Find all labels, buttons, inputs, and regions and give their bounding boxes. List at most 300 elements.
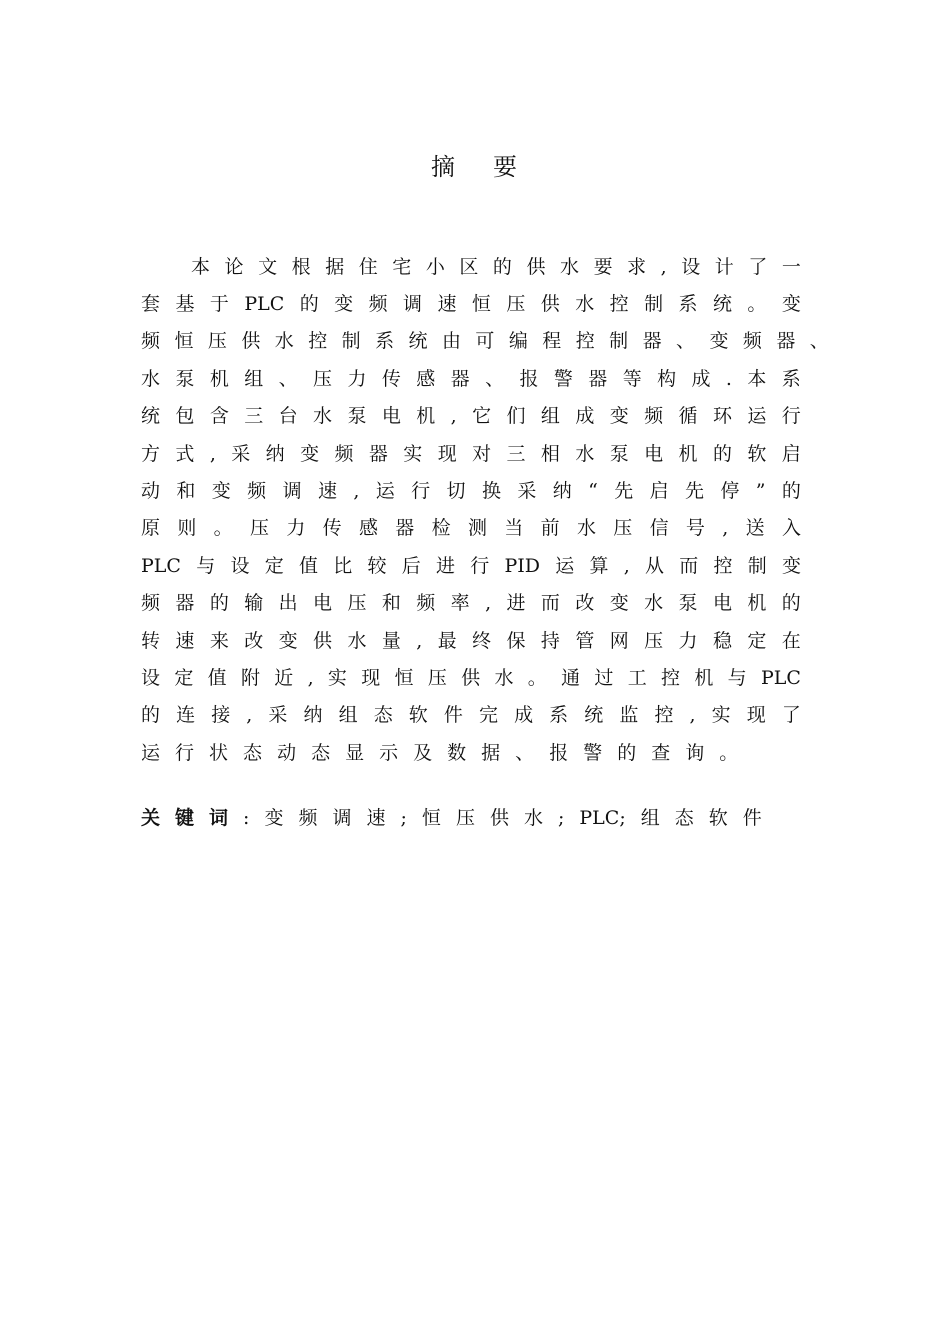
- text-glyph: 调: [282, 480, 302, 503]
- text-glyph: 频: [298, 807, 318, 829]
- text-glyph: 终: [472, 629, 492, 652]
- text-glyph: 统: [712, 293, 732, 316]
- text-glyph: 态: [243, 741, 263, 764]
- text-glyph: 水: [576, 517, 596, 540]
- abstract-body: [141, 248, 829, 771]
- text-glyph: 编: [508, 330, 528, 353]
- text-glyph: 泵: [609, 442, 629, 465]
- text-glyph: 控: [308, 330, 328, 353]
- text-glyph: 对: [472, 442, 492, 465]
- text-glyph: 而: [679, 554, 699, 577]
- text-glyph: 制: [747, 554, 767, 577]
- text-glyph: 先: [614, 480, 634, 503]
- text-glyph: 水: [347, 629, 367, 652]
- text-glyph: 统: [584, 704, 604, 727]
- text-glyph: 调: [403, 293, 423, 316]
- text-glyph: 统: [408, 330, 428, 353]
- text-glyph: 词: [209, 807, 229, 829]
- abstract-line: [141, 323, 829, 360]
- text-glyph: 切: [446, 480, 466, 503]
- text-glyph: 实: [403, 442, 423, 465]
- text-glyph: 频: [368, 293, 388, 316]
- text-glyph: 设: [141, 666, 161, 689]
- text-glyph: 的: [712, 442, 732, 465]
- text-glyph: .: [725, 367, 732, 390]
- text-glyph: 水: [575, 293, 595, 316]
- text-glyph: 压: [249, 517, 269, 540]
- text-glyph: 控: [713, 554, 733, 577]
- text-glyph: 三: [244, 405, 264, 428]
- text-glyph: 泵: [175, 367, 195, 390]
- text-glyph: 制: [341, 330, 361, 353]
- text-glyph: ,: [722, 517, 729, 540]
- text-glyph: 、: [676, 330, 696, 353]
- text-glyph: 当: [504, 517, 524, 540]
- text-glyph: ,: [246, 704, 253, 727]
- text-glyph: 要: [593, 255, 613, 278]
- text-glyph: 网: [609, 629, 629, 652]
- text-glyph: 机: [209, 367, 229, 390]
- text-glyph: 环: [712, 405, 732, 428]
- text-glyph: 近: [274, 666, 294, 689]
- text-glyph: ,: [485, 592, 492, 615]
- abstract-line: [141, 435, 801, 472]
- text-glyph: 根: [291, 255, 311, 278]
- text-glyph: 变: [264, 807, 284, 829]
- abstract-line: [141, 510, 801, 547]
- text-glyph: 成: [514, 704, 534, 727]
- keywords-label: [141, 805, 228, 831]
- text-glyph: 的: [781, 480, 801, 503]
- text-glyph: 调: [332, 807, 352, 829]
- text-glyph: 软: [408, 704, 428, 727]
- text-glyph: 与: [196, 554, 216, 577]
- text-glyph: 设: [230, 554, 250, 577]
- text-glyph: 宅: [392, 255, 412, 278]
- text-glyph: 供: [461, 666, 481, 689]
- title-char-2: 要: [493, 153, 519, 181]
- text-glyph: 供: [313, 629, 333, 652]
- text-glyph: 行: [781, 405, 801, 428]
- text-glyph: 值: [207, 666, 227, 689]
- text-glyph: 压: [644, 629, 664, 652]
- text-glyph: ,: [353, 480, 360, 503]
- text-glyph: 进: [506, 592, 526, 615]
- text-glyph: 系: [678, 293, 698, 316]
- text-glyph: 感: [416, 367, 436, 390]
- text-glyph: 查: [651, 741, 671, 764]
- text-glyph: 制: [609, 330, 629, 353]
- text-glyph: 运: [375, 480, 395, 503]
- text-glyph: 则: [177, 517, 197, 540]
- text-glyph: 变: [300, 442, 320, 465]
- text-glyph: 组: [338, 704, 358, 727]
- text-glyph: 水: [523, 807, 543, 829]
- text-glyph: 原: [141, 517, 161, 540]
- text-glyph: 了: [748, 255, 768, 278]
- text-glyph: 供: [540, 293, 560, 316]
- text-glyph: 机: [678, 442, 698, 465]
- text-glyph: 压: [427, 666, 447, 689]
- text-glyph: 监: [619, 704, 639, 727]
- text-glyph: 于: [209, 293, 229, 316]
- text-glyph: 、: [515, 741, 535, 764]
- text-glyph: 转: [141, 629, 161, 652]
- text-glyph: 现: [746, 704, 766, 727]
- text-glyph: 力: [347, 367, 367, 390]
- text-glyph: 控: [575, 330, 595, 353]
- text-glyph: 水: [141, 367, 161, 390]
- text-glyph: 系: [549, 704, 569, 727]
- text-glyph: 。: [527, 666, 547, 689]
- text-glyph: 们: [506, 405, 526, 428]
- text-glyph: 比: [333, 554, 353, 577]
- text-glyph: 保: [506, 629, 526, 652]
- text-glyph: 器: [395, 517, 415, 540]
- text-glyph: 感: [358, 517, 378, 540]
- text-glyph: 持: [540, 629, 560, 652]
- text-glyph: 实: [711, 704, 731, 727]
- text-glyph: 运: [141, 741, 161, 764]
- text-glyph: 件: [443, 704, 463, 727]
- text-glyph: 报: [549, 741, 569, 764]
- abstract-line: [141, 248, 801, 285]
- text-glyph: 机: [416, 405, 436, 428]
- text-glyph: ;: [557, 807, 565, 829]
- text-glyph: 最: [437, 629, 457, 652]
- text-glyph: 成: [691, 367, 711, 390]
- text-glyph: ,: [623, 554, 630, 577]
- text-glyph: 纳: [303, 704, 323, 727]
- text-glyph: 组: [640, 807, 660, 829]
- text-glyph: 系: [375, 330, 395, 353]
- text-glyph: 台: [278, 405, 298, 428]
- text-glyph: 的: [141, 704, 161, 727]
- text-glyph: 停: [720, 480, 740, 503]
- text-glyph: 水: [274, 330, 294, 353]
- text-glyph: 小: [425, 255, 445, 278]
- text-glyph: 。: [747, 293, 767, 316]
- text-glyph: PLC: [141, 554, 181, 577]
- text-glyph: 改: [575, 592, 595, 615]
- text-glyph: 传: [381, 367, 401, 390]
- text-glyph: 定: [747, 629, 767, 652]
- text-glyph: 键: [175, 807, 195, 829]
- text-glyph: 速: [366, 807, 386, 829]
- text-glyph: 检: [431, 517, 451, 540]
- text-glyph: 测: [467, 517, 487, 540]
- text-glyph: 的: [299, 293, 319, 316]
- text-glyph: 据: [481, 741, 501, 764]
- text-glyph: 水: [560, 255, 580, 278]
- text-glyph: 构: [657, 367, 677, 390]
- text-glyph: 恒: [174, 330, 194, 353]
- text-glyph: 先: [684, 480, 704, 503]
- text-glyph: 报: [519, 367, 539, 390]
- text-glyph: 算: [589, 554, 609, 577]
- text-glyph: 变: [781, 554, 801, 577]
- keywords-text: [243, 805, 762, 831]
- text-glyph: 力: [678, 629, 698, 652]
- text-glyph: 来: [209, 629, 229, 652]
- text-glyph: 频: [141, 330, 161, 353]
- text-glyph: 示: [379, 741, 399, 764]
- text-glyph: 态: [674, 807, 694, 829]
- abstract-line: [141, 398, 801, 435]
- abstract-line: [141, 585, 801, 622]
- text-glyph: 动: [141, 480, 161, 503]
- text-glyph: 传: [322, 517, 342, 540]
- title-char-1: 摘: [431, 153, 457, 181]
- text-glyph: 采: [517, 480, 537, 503]
- text-glyph: 变: [211, 480, 231, 503]
- text-glyph: 程: [542, 330, 562, 353]
- text-glyph: 制: [644, 293, 664, 316]
- text-glyph: ,: [307, 666, 314, 689]
- text-glyph: 频: [416, 592, 436, 615]
- text-glyph: 器: [175, 592, 195, 615]
- text-glyph: 后: [401, 554, 421, 577]
- text-glyph: 连: [176, 704, 196, 727]
- text-glyph: 速: [437, 293, 457, 316]
- text-glyph: 询: [685, 741, 705, 764]
- text-glyph: 控: [609, 293, 629, 316]
- text-glyph: 频: [644, 405, 664, 428]
- text-glyph: 输: [244, 592, 264, 615]
- text-glyph: 速: [317, 480, 337, 503]
- text-glyph: PLC;: [579, 807, 626, 829]
- text-glyph: ;: [400, 807, 407, 829]
- text-glyph: 而: [540, 592, 560, 615]
- text-glyph: 值: [298, 554, 318, 577]
- text-glyph: 方: [141, 442, 161, 465]
- abstract-line: [141, 285, 801, 322]
- text-glyph: 器: [776, 330, 796, 353]
- text-glyph: 电: [313, 592, 333, 615]
- text-glyph: 频: [247, 480, 267, 503]
- text-glyph: 纳: [552, 480, 572, 503]
- abstract-line: [141, 360, 801, 397]
- text-glyph: 及: [413, 741, 433, 764]
- text-glyph: 数: [447, 741, 467, 764]
- text-glyph: 入: [781, 517, 801, 540]
- text-glyph: 纳: [265, 442, 285, 465]
- text-glyph: 控: [654, 704, 674, 727]
- text-glyph: 行: [470, 554, 490, 577]
- text-glyph: 等: [622, 367, 642, 390]
- text-glyph: 较: [367, 554, 387, 577]
- page-title: [0, 147, 950, 182]
- text-glyph: 压: [347, 592, 367, 615]
- text-glyph: 接: [211, 704, 231, 727]
- text-glyph: 恒: [394, 666, 414, 689]
- abstract-line: [141, 659, 801, 696]
- text-glyph: 附: [240, 666, 260, 689]
- text-glyph: 变: [781, 293, 801, 316]
- text-glyph: 定: [174, 666, 194, 689]
- text-glyph: 从: [644, 554, 664, 577]
- text-glyph: 。: [213, 517, 233, 540]
- text-glyph: 住: [358, 255, 378, 278]
- text-glyph: 三: [506, 442, 526, 465]
- text-glyph: 压: [455, 807, 475, 829]
- text-glyph: 通: [561, 666, 581, 689]
- text-glyph: 关: [141, 807, 161, 829]
- text-glyph: 循: [678, 405, 698, 428]
- abstract-line: [141, 734, 801, 771]
- text-glyph: ,: [660, 255, 667, 278]
- text-glyph: 论: [224, 255, 244, 278]
- text-glyph: ,: [689, 704, 696, 727]
- text-glyph: 式: [175, 442, 195, 465]
- text-glyph: 据: [325, 255, 345, 278]
- text-glyph: 在: [781, 629, 801, 652]
- text-glyph: 恒: [421, 807, 441, 829]
- text-glyph: 工: [627, 666, 647, 689]
- text-glyph: 基: [175, 293, 195, 316]
- text-glyph: 电: [712, 592, 732, 615]
- text-glyph: 统: [141, 405, 161, 428]
- text-glyph: 成: [575, 405, 595, 428]
- text-glyph: 采: [231, 442, 251, 465]
- text-glyph: 变: [609, 405, 629, 428]
- text-glyph: 软: [708, 807, 728, 829]
- text-glyph: 相: [540, 442, 560, 465]
- text-glyph: 控: [661, 666, 681, 689]
- text-glyph: :: [243, 807, 250, 829]
- text-glyph: 设: [681, 255, 701, 278]
- text-glyph: 出: [278, 592, 298, 615]
- text-glyph: 频: [141, 592, 161, 615]
- text-glyph: ,: [416, 629, 423, 652]
- text-glyph: 运: [555, 554, 575, 577]
- text-glyph: PID: [504, 554, 540, 577]
- text-glyph: 、: [809, 330, 829, 353]
- text-glyph: 文: [258, 255, 278, 278]
- text-glyph: 压: [207, 330, 227, 353]
- text-glyph: 态: [311, 741, 331, 764]
- text-glyph: 现: [361, 666, 381, 689]
- text-glyph: PLC: [760, 666, 801, 689]
- text-glyph: 软: [747, 442, 767, 465]
- text-glyph: 定: [264, 554, 284, 577]
- text-glyph: 动: [277, 741, 297, 764]
- text-glyph: 供: [526, 255, 546, 278]
- text-glyph: PLC: [244, 293, 285, 316]
- text-glyph: 过: [594, 666, 614, 689]
- text-glyph: 套: [141, 293, 161, 316]
- text-glyph: 电: [644, 442, 664, 465]
- text-glyph: 器: [368, 442, 388, 465]
- text-glyph: 的: [492, 255, 512, 278]
- text-glyph: 警: [553, 367, 573, 390]
- abstract-line: [141, 472, 801, 509]
- text-glyph: 压: [506, 293, 526, 316]
- text-glyph: 组: [244, 367, 264, 390]
- text-glyph: 实: [327, 666, 347, 689]
- text-glyph: 组: [540, 405, 560, 428]
- text-glyph: 泵: [678, 592, 698, 615]
- text-glyph: 行: [411, 480, 431, 503]
- text-glyph: 系: [781, 367, 801, 390]
- text-glyph: 、: [485, 367, 505, 390]
- text-glyph: 由: [441, 330, 461, 353]
- text-glyph: 号: [685, 517, 705, 540]
- text-glyph: 警: [583, 741, 603, 764]
- text-glyph: 稳: [712, 629, 732, 652]
- text-glyph: 水: [494, 666, 514, 689]
- text-glyph: ”: [755, 480, 766, 503]
- text-glyph: 变: [709, 330, 729, 353]
- text-glyph: 本: [191, 255, 211, 278]
- text-glyph: 器: [450, 367, 470, 390]
- text-glyph: 器: [642, 330, 662, 353]
- text-glyph: 状: [209, 741, 229, 764]
- text-glyph: 的: [209, 592, 229, 615]
- text-glyph: 前: [540, 517, 560, 540]
- text-glyph: 进: [435, 554, 455, 577]
- abstract-line: [141, 697, 801, 734]
- text-glyph: 采: [268, 704, 288, 727]
- text-glyph: 态: [373, 704, 393, 727]
- text-glyph: 水: [575, 442, 595, 465]
- text-glyph: 力: [286, 517, 306, 540]
- text-glyph: 率: [450, 592, 470, 615]
- text-glyph: 改: [244, 629, 264, 652]
- text-glyph: 水: [313, 405, 333, 428]
- keywords-line: [141, 805, 762, 831]
- text-glyph: 包: [175, 405, 195, 428]
- text-glyph: 水: [644, 592, 664, 615]
- text-glyph: 速: [175, 629, 195, 652]
- text-glyph: 现: [437, 442, 457, 465]
- text-glyph: 行: [175, 741, 195, 764]
- text-glyph: 启: [781, 442, 801, 465]
- text-glyph: 泵: [347, 405, 367, 428]
- text-glyph: 供: [489, 807, 509, 829]
- text-glyph: 电: [381, 405, 401, 428]
- text-glyph: 频: [742, 330, 762, 353]
- text-glyph: 管: [575, 629, 595, 652]
- text-glyph: 和: [176, 480, 196, 503]
- text-glyph: 机: [694, 666, 714, 689]
- abstract-line: [141, 547, 801, 584]
- text-glyph: 和: [381, 592, 401, 615]
- text-glyph: 信: [649, 517, 669, 540]
- text-glyph: 供: [241, 330, 261, 353]
- text-glyph: 换: [481, 480, 501, 503]
- text-glyph: 机: [747, 592, 767, 615]
- text-glyph: 器: [588, 367, 608, 390]
- text-glyph: 的: [781, 592, 801, 615]
- text-glyph: 变: [334, 293, 354, 316]
- text-glyph: 量: [381, 629, 401, 652]
- text-glyph: 压: [313, 367, 333, 390]
- text-glyph: 运: [747, 405, 767, 428]
- text-glyph: 启: [649, 480, 669, 503]
- text-glyph: 。: [719, 741, 739, 764]
- text-glyph: 件: [742, 807, 762, 829]
- text-glyph: 频: [334, 442, 354, 465]
- text-glyph: 显: [345, 741, 365, 764]
- text-glyph: ,: [209, 442, 216, 465]
- text-glyph: 计: [714, 255, 734, 278]
- text-glyph: 、: [278, 367, 298, 390]
- text-glyph: 可: [475, 330, 495, 353]
- text-glyph: ,: [450, 405, 457, 428]
- text-glyph: 恒: [471, 293, 491, 316]
- text-glyph: “: [588, 480, 598, 503]
